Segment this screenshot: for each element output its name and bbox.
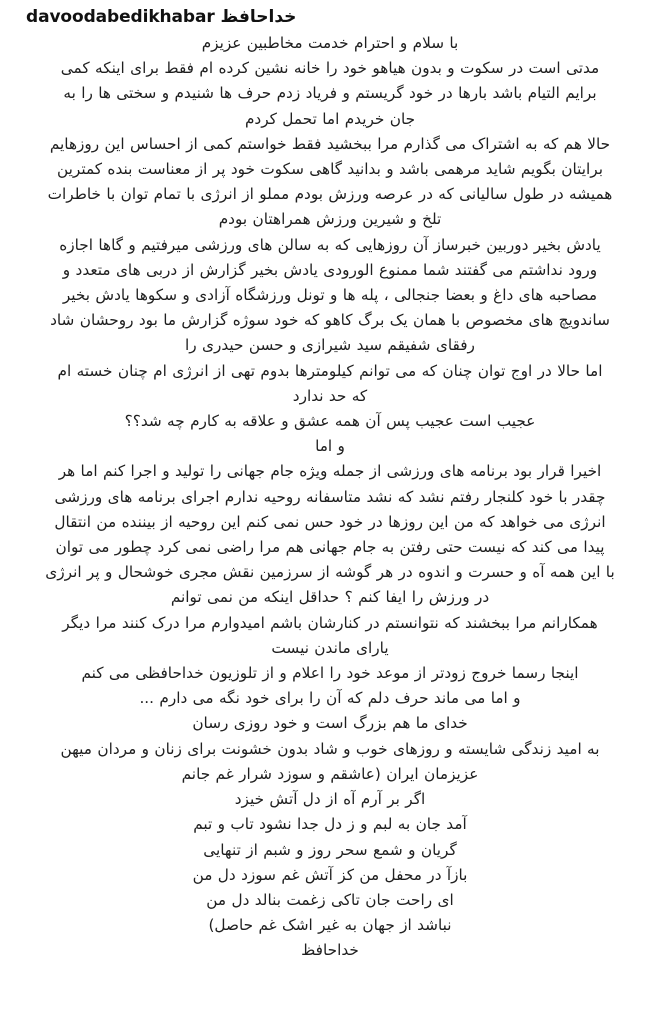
letter-line: حالا هم که به اشتراک می گذارم مرا ببخشید فقط خواستم کمی از احساس این روزهایم [49,134,611,153]
letter-line: ساندویچ های مخصوص با همان یک برگ کاهو که خود سوژه گزارش ما بود روحشان شاد [50,311,610,330]
letter-line: مدتی است در سکوت و بدون هیاهو خود را خانه نشین کرده ام فقط برای اینکه کمی [60,59,600,78]
letter-line: ورود نداشتم می گفتند شما ممنوع الورودی یادش بخیر گزارش از دربی های متعدد و [62,260,598,279]
letter-line: همکارانم مرا ببخشند که نتوانستم در کنارشان باشم امیدوارم مرا درک کنند مرا دیگر [62,613,598,632]
letter-line: و اما می ماند حرف دلم که آن را برای خود نگه می دارم ... [139,689,521,708]
letter-line: در ورزش را ایفا کنم ؟ حداقل اینکه من نمی توانم [170,588,490,607]
letter-line: که حد ندارد [292,386,368,405]
letter-line: آمد جان به لبم و ز دل جدا نشود تاب و تبم [193,815,467,834]
page-header [26,0,660,28]
header-title: خداحافظ davoodabedikhabar [26,7,297,27]
letter-lines [6,31,654,964]
letter-line: عجیب است عجیب پس آن همه عشق و علاقه به کارم چه شد؟؟ [124,412,536,431]
letter-line: رفقای شفیقم سید شیرازی و حسن حیدری را [185,336,475,355]
letter-line: اینجا رسما خروج زودتر از موعد خود را اعلام و از تلوزیون خداحافظی می کنم [81,664,579,683]
letter-line: مصاحبه های داغ و بعضا جنجالی ، پله ها و تونل ورزشگاه آزادی و سکوها یادش بخیر [62,286,598,305]
letter-line: یادش بخیر دوربین خبرساز آن روزهایی که به سالن های ورزشی میرفتیم و گاها اجازه [59,235,601,254]
letter-line: تلخ و شیرین ورزش همراهتان بودم [218,210,442,229]
letter-body [0,31,660,964]
letter-line: چقدر با خود کلنجار رفتم نشد که نشد متاسفانه روحیه ندارم اجرای برنامه های ورزشی [54,487,606,506]
letter-line: ای راحت جان تاکی زغمت بنالد دل من [206,890,454,909]
letter-line: اگر بر آرم آه از دل آتش خیزد [234,790,426,809]
letter-line: برایتان بگویم شاید مرهمی باشد و بدانید گاهی سکوت خود پر از معناست بنده کمترین [56,160,603,179]
letter-line: خداحافظ [301,941,359,960]
letter-line: اخیرا قرار بود برنامه های ورزشی از جمله ویژه جام جهانی را تولید و اجرا کنم اما هر [58,462,602,481]
letter-line: به امید زندگی شایسته و روزهای خوب و شاد بدون خشونت برای زنان و مردان میهن [60,739,600,758]
letter-line: اما حالا در اوج توان چنان که می توانم کیلومترها بدوم تهی از انرژی ام چنان خسته ام [57,361,603,380]
letter-line: پیدا می کند که نیست حتی رفتن به جام جهانی هم مرا راضی نمی کرد چطور می توان [55,538,605,557]
letter-line: بازآ در محفل من کز آتش غم سوزد دل من [192,865,468,884]
letter-line: همیشه در طول سالیانی که در عرصه ورزش بودم مملو از انرژی با تمام توان با خاطرات [47,185,613,204]
letter-line: خدای ما هم بزرگ است و خود روزی رسان [192,714,468,733]
letter-line: انرژی می خواهد که من این روزها در خود حس نمی کنم این روحیه از بیننده من انتقال [54,512,606,531]
letter-line: یارای ماندن نیست [271,638,389,657]
letter-line: نباشد از جهان به غیر اشک غم حاصل) [208,916,452,935]
letter-line: گریان و شمع سحر روز و شبم از تنهایی [203,840,457,859]
letter-line: برایم التیام باشد بارها در خود گریستم و فریاد زدم حرف ها شنیدم و سختی ها را به [63,84,597,103]
letter-line: جان خریدم اما تحمل کردم [244,109,416,128]
letter-line: و اما [315,437,345,456]
letter-line: با این همه آه و حسرت و اندوه در هر گوشه از سرزمین نقش مجری خوشحال و پر انرژی [45,563,615,582]
letter-line: با سلام و احترام خدمت مخاطبین عزیزم [201,34,459,52]
letter-line: عزیزمان ایران (عاشقم و سوزد شرار غم جانم [181,764,479,783]
